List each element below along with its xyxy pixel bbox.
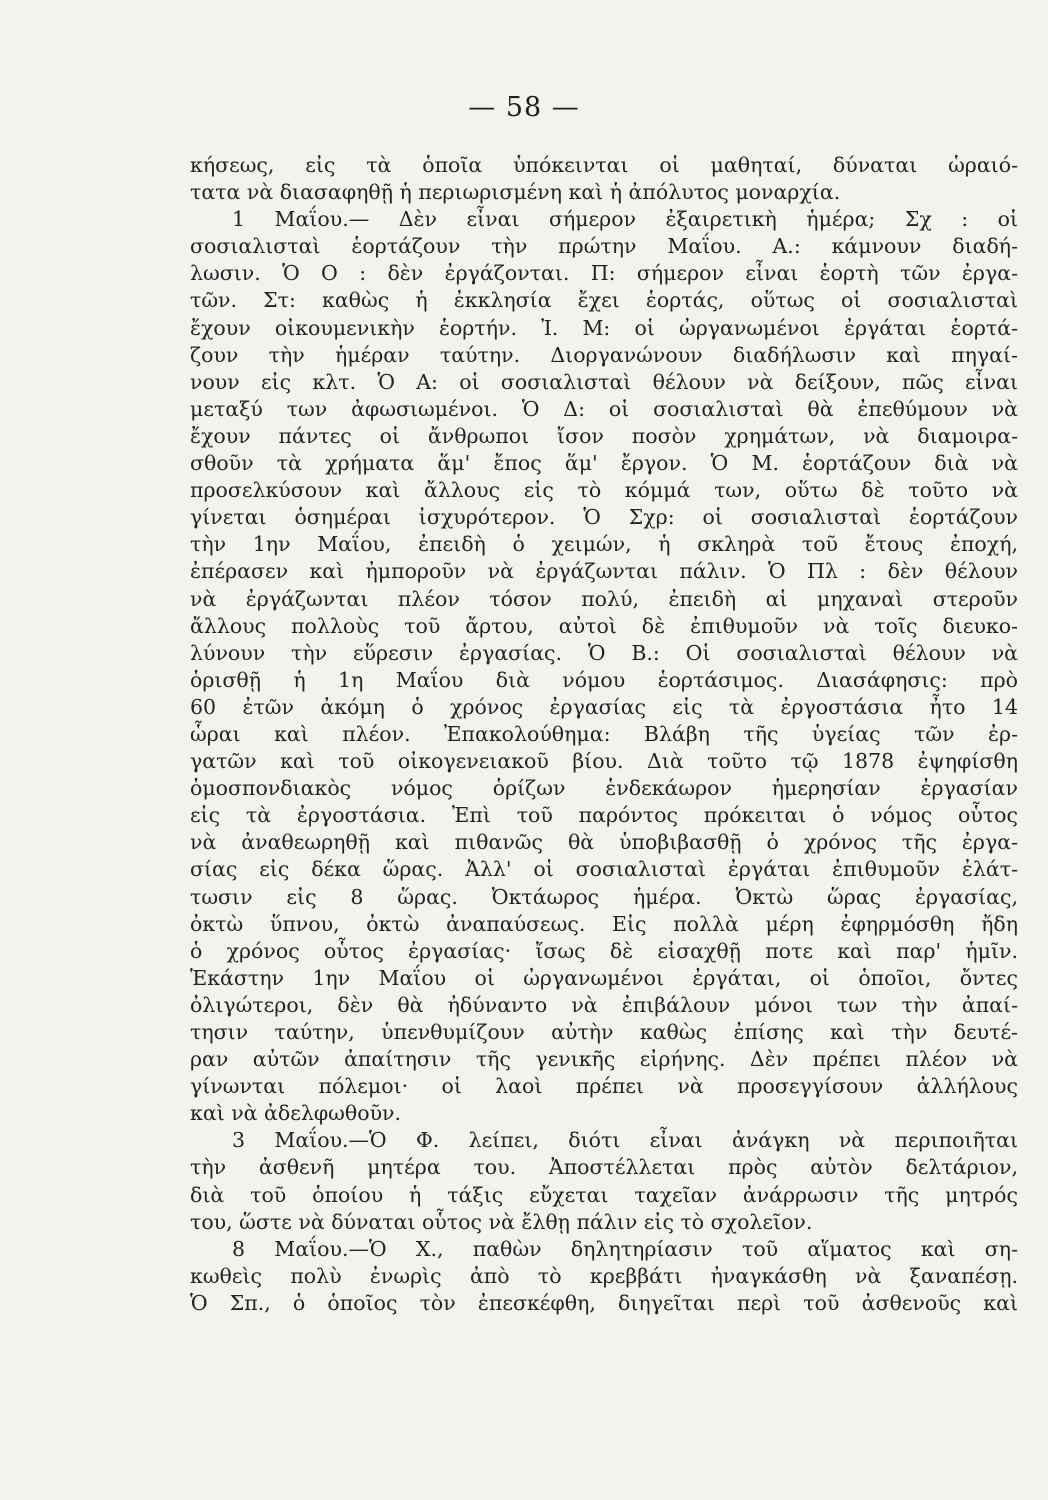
text-line: διὰ τοῦ ὁποίου ἡ τάξις εὔχεται ταχεῖαν ἀνάρρωσιν τῆς μητρός	[190, 1182, 1018, 1207]
text-line: τησιν ταύτην, ὑπενθυμίζουν αὐτὴν καθὼς ἐπίσης καὶ τὴν δευτέ-	[190, 1020, 1018, 1044]
text-line: τὴν ἀσθενῆ μητέρα του. Ἀποστέλλεται πρὸς αὐτὸν δελτάριον,	[190, 1155, 1018, 1180]
text-line: νουν εἰς κλτ. Ὁ Α: οἱ σοσιαλισταὶ θέλουν νὰ δείξουν, πῶς εἶναι	[190, 369, 1018, 394]
text-line: Ὁ Σπ., ὁ ὁποῖος τὸν ἐπεσκέφθη, διηγεῖται περὶ τοῦ ἀσθενοῦς καὶ	[190, 1290, 1018, 1315]
text-line: γατῶν καὶ τοῦ οἰκογενειακοῦ βίου. Διὰ τοῦτο τῷ 1878 ἐψηφίσθη	[190, 749, 1018, 774]
page-number: — 58 —	[468, 92, 580, 123]
text-line: ὁρισθῇ ἡ 1η Μαΐου διὰ νόμου ἑορτάσιμος. Διασάφησις: πρὸ	[190, 667, 1018, 692]
text-line: ἔχουν πάντες οἱ ἄνθρωποι ἴσον ποσὸν χρημάτων, νὰ διαμοιρα-	[190, 423, 1018, 448]
text-line: τῶν. Στ: καθὼς ἡ ἐκκλησία ἔχει ἑορτάς, οὕτως οἱ σοσιαλισταὶ	[190, 288, 1018, 313]
text-line: τωσιν εἰς 8 ὥρας. Ὀκτάωρος ἡμέρα. Ὀκτὼ ὥρας ἐργασίας,	[190, 884, 1018, 909]
text-line: τὴν 1ην Μαΐου, ἐπειδὴ ὁ χειμών, ἡ σκληρὰ τοῦ ἔτους ἐποχή,	[190, 532, 1018, 557]
text-line: λωσιν. Ὁ Ο : δὲν ἐργάζονται. Π: σήμερον εἶναι ἑορτὴ τῶν ἐργα-	[190, 261, 1018, 286]
text-line: ὀλιγώτεροι, δὲν θὰ ἠδύναντο νὰ ἐπιβάλουν μόνοι των τὴν ἀπαί-	[190, 992, 1018, 1017]
text-line: γίνεται ὁσημέραι ἰσχυρότερον. Ὁ Σχρ: οἱ σοσιαλισταὶ ἑορτάζουν	[190, 505, 1018, 530]
text-line: ἄλλους πολλοὺς τοῦ ἄρτου, αὐτοὶ δὲ ἐπιθυμοῦν νὰ τοῖς διευκο-	[190, 613, 1018, 638]
text-line: τατα νὰ διασαφηθῇ ἡ περιωρισμένη καὶ ἡ ἀπόλυτος μοναρχία.	[190, 180, 841, 205]
text-line: ἔχουν οἰκουμενικὴν ἑορτήν. Ἰ. Μ: οἱ ὠργανωμένοι ἐργάται ἑορτά-	[190, 315, 1018, 340]
text-line: λύνουν τὴν εὕρεσιν ἐργασίας. Ὁ Β.: Οἱ σοσιαλισταὶ θέλουν νὰ	[190, 640, 1018, 665]
text-line: Ἑκάστην 1ην Μαΐου οἱ ὠργανωμένοι ἐργάται, οἱ ὁποῖοι, ὄντες	[190, 965, 1018, 990]
text-line: ραν αὐτῶν ἀπαίτησιν τῆς γενικῆς εἰρήνης. Δὲν πρέπει πλέον νὰ	[190, 1047, 1018, 1072]
text-line: εἰς τὰ ἐργοστάσια. Ἐπὶ τοῦ παρόντος πρόκειται ὁ νόμος οὗτος	[190, 803, 1018, 828]
text-line: ὁ χρόνος οὗτος ἐργασίας· ἴσως δὲ εἰσαχθῇ ποτε καὶ παρ' ἡμῖν.	[190, 938, 1018, 963]
text-line: σθοῦν τὰ χρήματα ἅμ' ἔπος ἅμ' ἔργον. Ὁ Μ. ἑορτάζουν διὰ νὰ	[190, 451, 1018, 476]
text-line: νὰ ἀναθεωρηθῇ καὶ πιθανῶς θὰ ὑποβιβασθῇ ὁ χρόνος τῆς ἐργα-	[190, 830, 1018, 855]
text-line: προσελκύσουν καὶ ἄλλους εἰς τὸ κόμμά των, οὕτω δὲ τοῦτο νὰ	[190, 478, 1018, 503]
text-line: 3 Μαΐου.—Ὁ Φ. λείπει, διότι εἶναι ἀνάγκη νὰ περιποιῆται	[232, 1128, 1018, 1153]
text-line: νὰ ἐργάζωνται πλέον τόσον πολύ, ἐπειδὴ αἱ μηχαναὶ στεροῦν	[190, 586, 1018, 611]
text-line: ὁμοσπονδιακὸς νόμος ὁρίζων ἑνδεκάωρον ἡμερησίαν ἐργασίαν	[190, 776, 1018, 801]
text-line: σίας εἰς δέκα ὥρας. Ἀλλ' οἱ σοσιαλισταὶ ἐργάται ἐπιθυμοῦν ἐλάτ-	[190, 857, 1018, 882]
text-line: 8 Μαΐου.—Ὁ Χ., παθὼν δηλητηρίασιν τοῦ αἵματος καὶ ση-	[232, 1236, 1018, 1261]
text-line: καὶ νὰ ἀδελφωθοῦν.	[190, 1101, 402, 1126]
text-line: ἐπέρασεν καὶ ἠμποροῦν νὰ ἐργάζωνται πάλιν. Ὁ Πλ : δὲν θέλουν	[190, 559, 1018, 584]
text-line: 60 ἐτῶν ἀκόμη ὁ χρόνος ἐργασίας εἰς τὰ ἐργοστάσια ἦτο 14	[190, 694, 1018, 719]
text-line: 1 Μαΐου.— Δὲν εἶναι σήμερον ἐξαιρετικὴ ἡμέρα; Σχ : οἱ	[232, 207, 1018, 232]
text-line: γίνωνται πόλεμοι· οἱ λαοὶ πρέπει νὰ προσεγγίσουν ἀλλήλους	[190, 1074, 1018, 1099]
text-line: ζουν τὴν ἡμέραν ταύτην. Διοργανώνουν διαδήλωσιν καὶ πηγαί-	[190, 342, 1018, 367]
text-line: ὧραι καὶ πλέον. Ἐπακολούθημα: Βλάβη τῆς ὑγείας τῶν ἐρ-	[190, 721, 1018, 746]
text-line: κήσεως, εἰς τὰ ὁποῖα ὑπόκεινται οἱ μαθηταί, δύναται ὡραιό-	[190, 153, 1018, 177]
text-line: ὀκτὼ ὕπνου, ὀκτὼ ἀναπαύσεως. Εἰς πολλὰ μέρη ἐφηρμόσθη ἤδη	[190, 911, 1018, 936]
text-line: κωθεὶς πολὺ ἐνωρὶς ἀπὸ τὸ κρεββάτι ἠναγκάσθη νὰ ξαναπέσῃ.	[190, 1263, 1018, 1288]
text-line: μεταξύ των ἀφωσιωμένοι. Ὁ Δ: οἱ σοσιαλισταὶ θὰ ἐπεθύμουν νὰ	[190, 396, 1018, 421]
text-line: του, ὥστε νὰ δύναται οὗτος νὰ ἔλθῃ πάλιν εἰς τὸ σχολεῖον.	[190, 1209, 813, 1234]
body-text	[190, 152, 1018, 1317]
text-line: σοσιαλισταὶ ἑορτάζουν τὴν πρώτην Μαΐου. Α.: κάμνουν διαδή-	[190, 234, 1018, 259]
